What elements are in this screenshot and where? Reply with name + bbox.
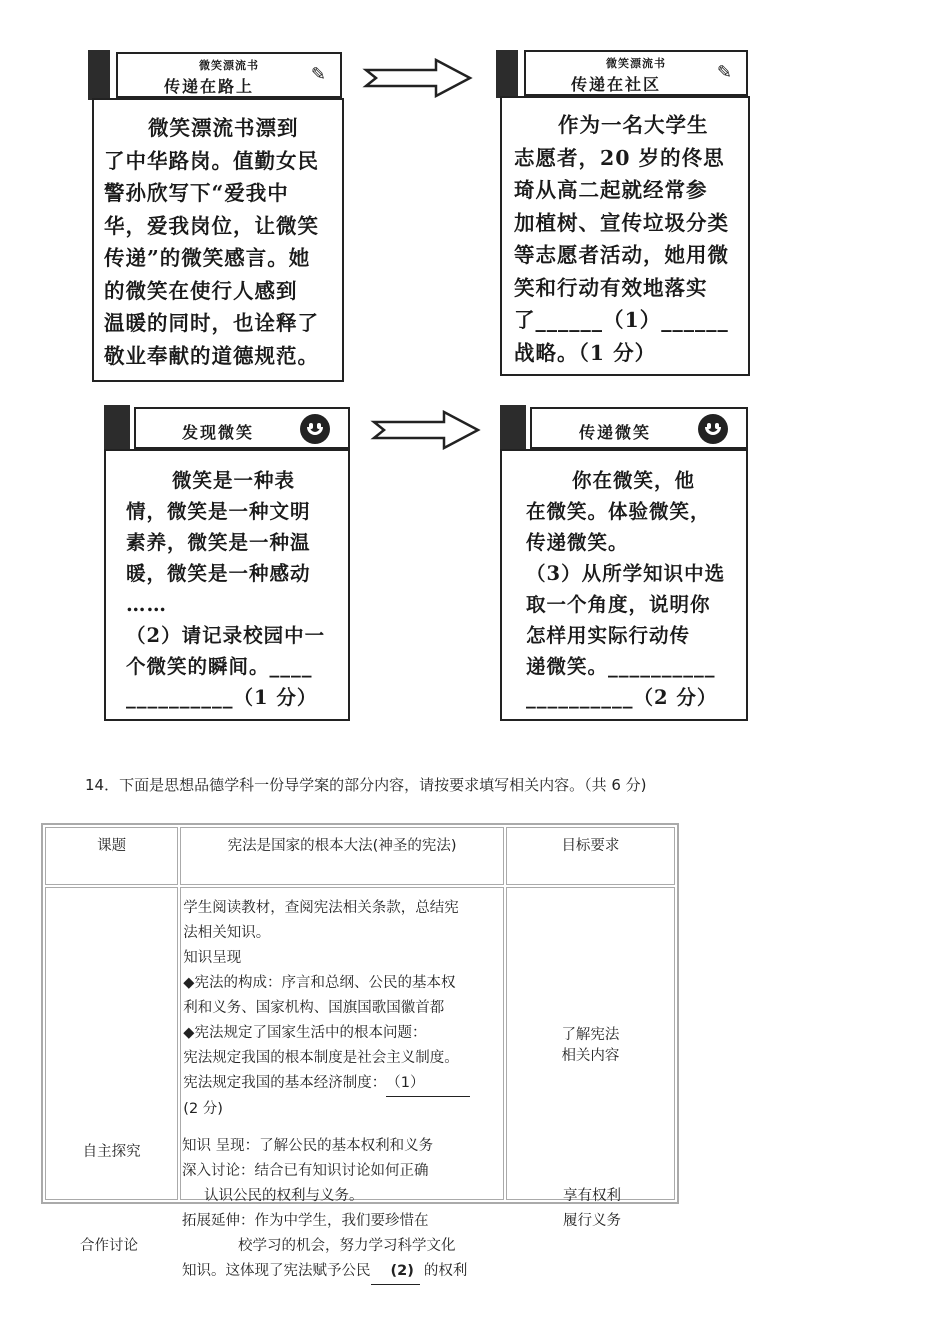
- header-small-text: 微笑漂流书: [606, 57, 666, 70]
- comic-panel-2: [496, 50, 750, 376]
- text-line: 传递微笑。: [526, 531, 629, 554]
- text-line: 了中华路岗。值勤女民: [104, 148, 319, 173]
- text-line: 琦从高二起就经常参: [514, 178, 708, 202]
- discussion-goal: [563, 1184, 621, 1234]
- arrow-right-icon: [370, 410, 482, 450]
- question-title: 14．下面是思想品德学科一份导学案的部分内容，请按要求填写相关内容。（共 6 分): [85, 776, 647, 794]
- goal-line: 相关内容: [561, 1047, 620, 1064]
- header-title: 传递微笑: [578, 423, 651, 442]
- content-line: 拓展延伸：作为中学生，我们要珍惜在: [182, 1213, 429, 1229]
- text-line: 微笑是一种表: [172, 469, 296, 492]
- text-line: __________（2 分）: [526, 686, 718, 709]
- content-line: 学生阅读教材，查阅宪法相关条款，总结宪: [183, 900, 459, 916]
- discussion-label: 合作讨论: [80, 1238, 138, 1254]
- panel-text: [514, 109, 746, 369]
- text-line: 警孙欣写下“爱我中: [104, 181, 289, 205]
- text-line: 暖，微笑是一种感动: [126, 562, 311, 585]
- content-line: 利和义务、国家机构、国旗国歌国徽首都: [183, 1000, 445, 1016]
- text-line: 素养，微笑是一种温: [126, 531, 311, 554]
- header-topic: 课题: [45, 827, 178, 885]
- content-line: 宪法规定我国的根本制度是社会主义制度。: [183, 1050, 459, 1066]
- goal-line: 履行义务: [563, 1213, 621, 1229]
- panel-header: [116, 52, 342, 98]
- content-line: 法相关知识。: [183, 925, 271, 941]
- content-line: 知识呈现: [183, 950, 242, 966]
- content-line: 认识公民的权利与义务。: [204, 1188, 364, 1204]
- text-line: 取一个角度，说明你: [526, 593, 711, 616]
- text-line: ……: [126, 593, 167, 616]
- smiley-icon: [698, 414, 728, 444]
- goal-line: 了解宪法: [561, 1026, 620, 1043]
- comic-panel-1: [88, 50, 344, 382]
- smiley-icon: [300, 414, 330, 444]
- header-title: 发现微笑: [181, 423, 254, 442]
- content-line: 深入讨论：结合已有知识讨论如何正确: [182, 1163, 429, 1179]
- text-line: 怎样用实际行动传: [526, 624, 691, 647]
- row-goal: [506, 887, 675, 1200]
- answer-blank-2[interactable]: [371, 1259, 420, 1285]
- text-line: __________（1 分）: [126, 686, 318, 709]
- comic-panel-4: [500, 405, 748, 721]
- row-label: [45, 887, 178, 1200]
- text-line: 传递”的微笑感言。她: [104, 246, 311, 270]
- text-line: （2）请记录校园中一: [126, 624, 326, 647]
- text-line: 华，爱我岗位，让微笑: [104, 213, 319, 238]
- header-small-text: 微笑漂流书: [199, 59, 259, 72]
- text-line: 的微笑在使行人感到: [104, 278, 298, 303]
- header-title: 传递在社区: [570, 75, 661, 94]
- arrow-right-icon: [362, 58, 474, 98]
- panel-bar: [500, 405, 526, 449]
- panel-bar: [88, 50, 110, 100]
- discussion-content: [182, 1134, 512, 1285]
- text-line: 递微笑。__________: [526, 655, 716, 678]
- text-line: 微笑漂流书漂到: [148, 116, 299, 140]
- goal-line: 享有权利: [563, 1188, 621, 1204]
- panel-text: [126, 465, 348, 713]
- last-suffix: 的权利: [423, 1263, 468, 1279]
- text-line: 了______（1）______: [514, 308, 729, 332]
- pen-icon: ✎: [310, 64, 326, 85]
- text-line: 敬业奉献的道德规范。: [104, 343, 319, 368]
- header-goals: 目标要求: [506, 827, 675, 885]
- text-line: （3）从所学知识中选: [526, 562, 726, 585]
- panel-text: [104, 112, 340, 372]
- text-line: 温暖的同时，也诠释了: [104, 311, 319, 335]
- panel-header: [530, 407, 748, 449]
- panel-bar: [104, 405, 130, 449]
- table-header-row: [45, 827, 675, 885]
- content-line: ◆宪法规定了国家生活中的根本问题：: [183, 1025, 427, 1041]
- text-line: 加植树、宣传垃圾分类: [514, 210, 729, 235]
- text-line: 作为一名大学生: [558, 113, 709, 137]
- content-line: ◆宪法的构成：序言和总纲、公民的基本权: [183, 975, 456, 991]
- last-prefix: 知识。这体现了宪法赋予公民: [182, 1263, 371, 1279]
- text-line: 在微笑。体验微笑，: [526, 500, 711, 523]
- panel-header: [134, 407, 350, 449]
- comic-panel-3: [104, 405, 350, 721]
- text-line: 志愿者，20 岁的佟思: [514, 145, 725, 170]
- text-line: 战略。（1 分）: [514, 340, 657, 365]
- text-line: 你在微笑，他: [572, 469, 696, 492]
- text-line: 个微笑的瞬间。____: [126, 655, 313, 678]
- answer-blank-1[interactable]: （1）: [386, 1071, 470, 1097]
- panel-header: [524, 50, 748, 96]
- blank-prefix: 宪法规定我国的基本经济制度：: [183, 1075, 387, 1091]
- content-line: 知识 呈现：了解公民的基本权利和义务: [182, 1138, 434, 1154]
- content-line: [182, 1259, 512, 1285]
- text-line: 情，微笑是一种文明: [126, 500, 311, 523]
- row-label-text: 自主探究: [82, 1144, 141, 1160]
- text-line: 笑和行动有效地落实: [514, 275, 708, 300]
- score-text: (2 分): [183, 1101, 223, 1117]
- content-line: [183, 1071, 503, 1097]
- panel-bar: [496, 50, 518, 98]
- panel-text: [526, 465, 746, 713]
- content-line: 校学习的机会，努力学习科学文化: [238, 1238, 456, 1254]
- pen-icon: ✎: [716, 62, 732, 83]
- blank-label: (2): [390, 1263, 414, 1279]
- header-title: 传递在路上: [163, 77, 254, 96]
- text-line: 等志愿者活动，她用微: [514, 243, 729, 267]
- header-subject: 宪法是国家的根本大法(神圣的宪法): [180, 827, 504, 885]
